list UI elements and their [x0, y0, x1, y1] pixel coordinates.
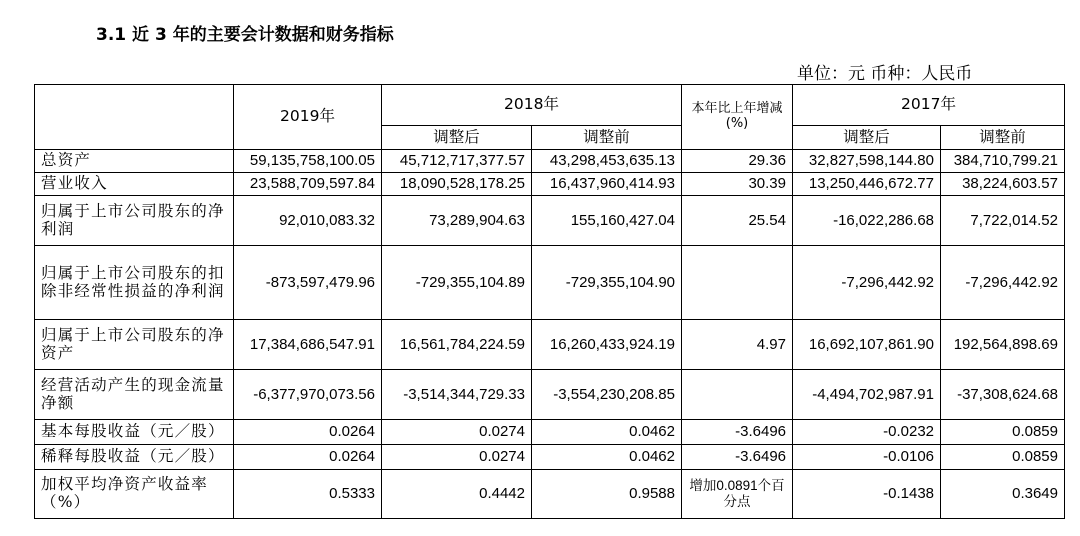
row-label: 归属于上市公司股东的净资产: [35, 320, 234, 370]
cell-2018-after: 16,561,784,224.59: [382, 320, 532, 370]
table-row-net-profit: [35, 196, 1065, 246]
cell-2017-after: -0.0232: [793, 420, 941, 445]
cell-2018-after: -3,514,344,729.33: [382, 370, 532, 420]
cell-yoy: [682, 246, 793, 320]
cell-2017-before: 7,722,014.52: [941, 196, 1065, 246]
financial-data-table: [34, 84, 1065, 519]
cell-2018-before: -729,355,104.90: [532, 246, 682, 320]
header-2018-adjusted-after: 调整后: [382, 126, 532, 150]
header-2017-adjusted-before: 调整前: [941, 126, 1065, 150]
cell-2017-after: -0.0106: [793, 445, 941, 470]
header-yoy-change: 本年比上年增减(%): [682, 85, 793, 150]
cell-yoy: 4.97: [682, 320, 793, 370]
header-blank-cell: [35, 85, 234, 150]
cell-2017-before: -37,308,624.68: [941, 370, 1065, 420]
cell-2017-before: -7,296,442.92: [941, 246, 1065, 320]
cell-2017-after: 32,827,598,144.80: [793, 150, 941, 173]
header-2018: 2018年: [382, 85, 682, 126]
row-label: 稀释每股收益（元／股）: [35, 445, 234, 470]
table-row-basic-eps: [35, 420, 1065, 445]
cell-2018-before: 155,160,427.04: [532, 196, 682, 246]
cell-2017-before: 192,564,898.69: [941, 320, 1065, 370]
cell-2018-before: 0.0462: [532, 445, 682, 470]
header-row-years: [35, 85, 1065, 126]
table-row-diluted-eps: [35, 445, 1065, 470]
section-title: 3.1 近 3 年的主要会计数据和财务指标: [96, 25, 394, 45]
table-row-total-assets: [35, 150, 1065, 173]
row-label: 总资产: [35, 150, 234, 173]
cell-2018-before: 0.0462: [532, 420, 682, 445]
cell-2019: 59,135,758,100.05: [234, 150, 382, 173]
cell-2018-before: -3,554,230,208.85: [532, 370, 682, 420]
cell-2017-after: -7,296,442.92: [793, 246, 941, 320]
cell-2017-after: -0.1438: [793, 470, 941, 519]
cell-2019: 23,588,709,597.84: [234, 173, 382, 196]
table-row-net-assets: [35, 320, 1065, 370]
cell-2017-before: 0.0859: [941, 445, 1065, 470]
cell-yoy: 25.54: [682, 196, 793, 246]
cell-yoy: 增加0.0891个百分点: [682, 470, 793, 519]
header-2019: 2019年: [234, 85, 382, 150]
cell-2019: 0.0264: [234, 420, 382, 445]
row-label: 营业收入: [35, 173, 234, 196]
table-row-roe: [35, 470, 1065, 519]
cell-2018-after: 0.4442: [382, 470, 532, 519]
cell-yoy: 29.36: [682, 150, 793, 173]
cell-2018-before: 16,437,960,414.93: [532, 173, 682, 196]
cell-yoy: [682, 370, 793, 420]
row-label: 经营活动产生的现金流量净额: [35, 370, 234, 420]
cell-2017-after: -16,022,286.68: [793, 196, 941, 246]
cell-2018-after: -729,355,104.89: [382, 246, 532, 320]
cell-2017-after: 13,250,446,672.77: [793, 173, 941, 196]
unit-currency-note: 单位：元 币种：人民币: [797, 64, 973, 84]
cell-2017-after: 16,692,107,861.90: [793, 320, 941, 370]
cell-2018-after: 73,289,904.63: [382, 196, 532, 246]
row-label: 加权平均净资产收益率（%）: [35, 470, 234, 519]
cell-2019: -6,377,970,073.56: [234, 370, 382, 420]
cell-2017-before: 38,224,603.57: [941, 173, 1065, 196]
row-label: 归属于上市公司股东的净利润: [35, 196, 234, 246]
header-2017-adjusted-after: 调整后: [793, 126, 941, 150]
row-label: 基本每股收益（元／股）: [35, 420, 234, 445]
cell-2017-after: -4,494,702,987.91: [793, 370, 941, 420]
cell-2018-before: 0.9588: [532, 470, 682, 519]
cell-yoy: 30.39: [682, 173, 793, 196]
cell-2019: 0.0264: [234, 445, 382, 470]
cell-2018-before: 43,298,453,635.13: [532, 150, 682, 173]
cell-2019: 17,384,686,547.91: [234, 320, 382, 370]
cell-yoy: -3.6496: [682, 445, 793, 470]
cell-2017-before: 384,710,799.21: [941, 150, 1065, 173]
table-row-net-profit-excl-nonrecurring: [35, 246, 1065, 320]
cell-2019: -873,597,479.96: [234, 246, 382, 320]
row-label: 归属于上市公司股东的扣除非经常性损益的净利润: [35, 246, 234, 320]
header-2017: 2017年: [793, 85, 1065, 126]
cell-2019: 92,010,083.32: [234, 196, 382, 246]
cell-2017-before: 0.3649: [941, 470, 1065, 519]
cell-2018-before: 16,260,433,924.19: [532, 320, 682, 370]
cell-yoy: -3.6496: [682, 420, 793, 445]
cell-2018-after: 18,090,528,178.25: [382, 173, 532, 196]
cell-2018-after: 0.0274: [382, 445, 532, 470]
cell-2017-before: 0.0859: [941, 420, 1065, 445]
cell-2018-after: 0.0274: [382, 420, 532, 445]
cell-2019: 0.5333: [234, 470, 382, 519]
table-row-revenue: [35, 173, 1065, 196]
header-2018-adjusted-before: 调整前: [532, 126, 682, 150]
cell-2018-after: 45,712,717,377.57: [382, 150, 532, 173]
table-row-operating-cash-flow: [35, 370, 1065, 420]
